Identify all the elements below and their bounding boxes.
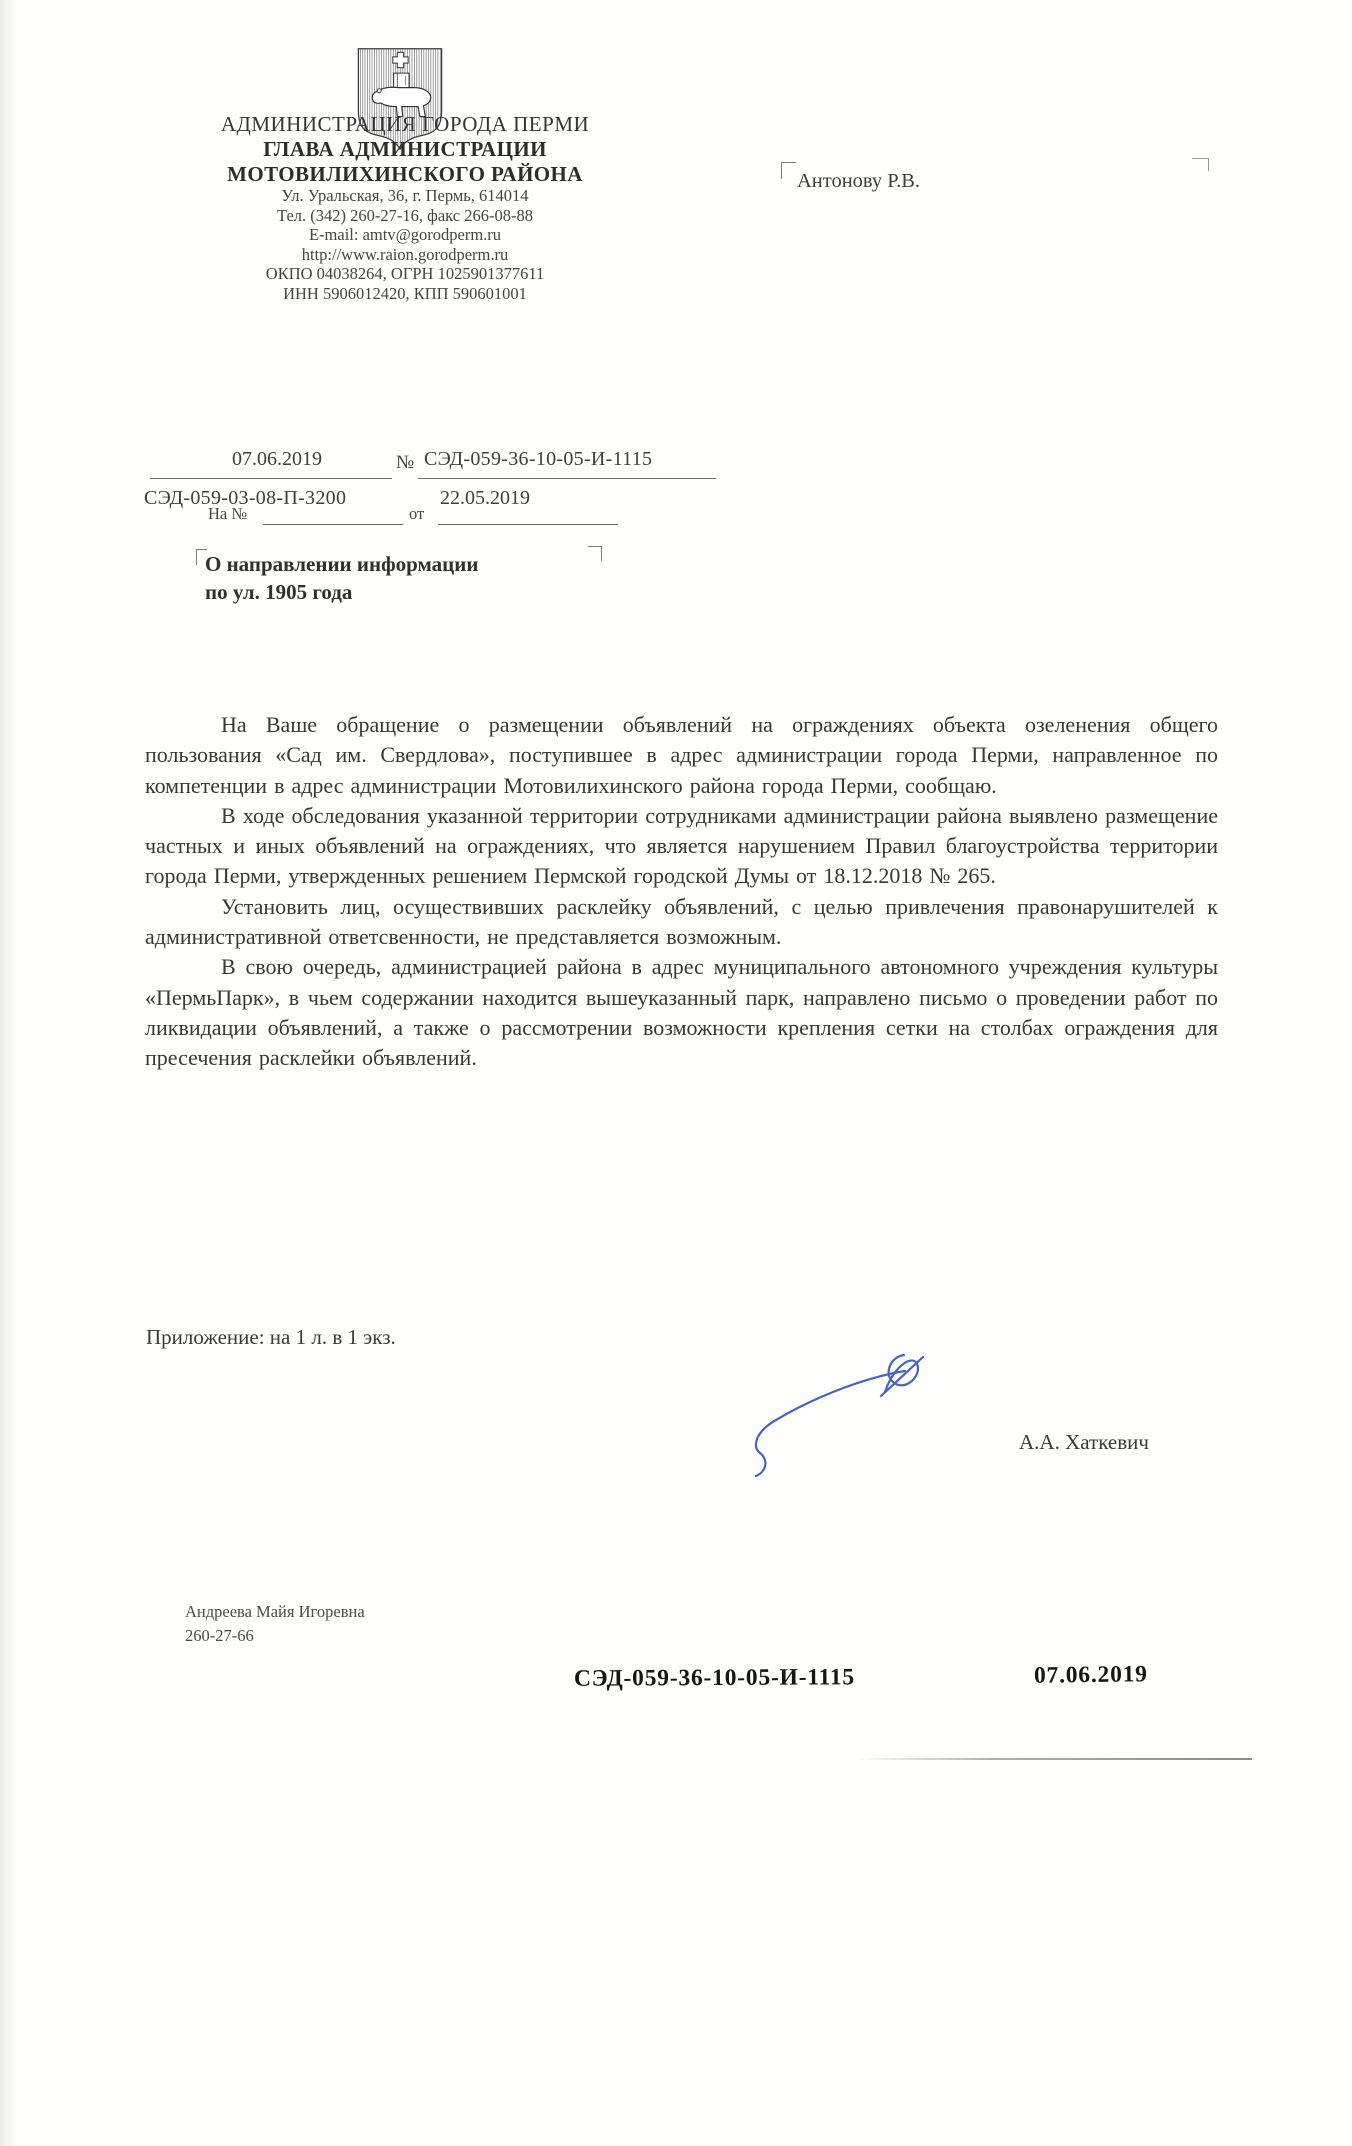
scan-hairline-artifact	[854, 1758, 1252, 1760]
incoming-date-underline	[438, 523, 618, 525]
gospel-book-icon	[394, 73, 409, 87]
from-label: от	[409, 504, 425, 523]
letterhead	[95, 112, 715, 303]
subject-line2: по ул. 1905 года	[205, 579, 353, 604]
body-paragraph: Установить лиц, осуществивших расклейку объявлений, с целью привлечения правонарушителей к административной ответсвенности, не представляется возможным.	[145, 893, 1218, 950]
letterhead-okpo-ogrn: ОКПО 04038264, ОГРН 1025901377611	[265, 264, 545, 284]
executor-phone: 260-27-66	[185, 1626, 254, 1645]
executor-block	[185, 1600, 365, 1648]
subject-block	[205, 551, 625, 607]
letterhead-inn-kpp: ИНН 5906012420, КПП 590601001	[283, 283, 527, 303]
footer-stamp-date: 07.06.2019	[1033, 1661, 1148, 1689]
body-paragraph: В ходе обследования указанной территории сотрудниками администрации района выявлено размещение частных и иных объявлений на ограждениях, что является нарушением Правил благоустройства территории города Перми, утвержденных решением Пермской городской Думы от 18.12.2018 № 265.	[145, 802, 1218, 889]
number-underline	[418, 477, 716, 479]
letterhead-phone: Тел. (342) 260-27-16, факс 266-08-88	[277, 205, 533, 225]
date-underline	[150, 477, 392, 479]
incoming-number: СЭД-059-03-08-П-3200	[144, 487, 347, 509]
letterhead-address: Ул. Уральская, 36, г. Пермь, 614014	[281, 186, 529, 206]
recipient-corner-mark-left	[781, 162, 796, 179]
letter-date: 07.06.2019	[232, 448, 322, 470]
organization-name: АДМИНИСТРАЦИЯ ГОРОДА ПЕРМИ	[220, 112, 590, 136]
letter-body	[145, 710, 1218, 1074]
attachment-note: Приложение: на 1 л. в 1 экз.	[146, 1325, 396, 1349]
signer-name: А.А. Хаткевич	[1019, 1430, 1149, 1454]
number-sign: №	[396, 452, 415, 473]
recipient-name: Антонову Р.В.	[797, 170, 921, 192]
organization-title-line2: МОТОВИЛИХИНСКОГО РАЙОНА	[227, 161, 583, 186]
letter-number: СЭД-059-36-10-05-И-1115	[424, 448, 653, 470]
signature-ink-icon	[742, 1352, 957, 1487]
organization-title-line1: ГЛАВА АДМИНИСТРАЦИИ	[263, 136, 547, 161]
body-paragraph: В свою очередь, администрацией района в адрес муниципального автономного учреждения культуры «ПермьПарк», в чьем содержании находится вышеуказанный парк, направлено письмо о проведении работ по ликвидации объявлений, а также о рассмотрении возможности крепления сетки на столбах ограждения для пресечения расклейки объявлений.	[145, 954, 1218, 1071]
incoming-number-label: На №	[208, 504, 248, 523]
letterhead-email: E-mail: amtv@gorodperm.ru	[308, 225, 502, 245]
incoming-date: 22.05.2019	[440, 487, 530, 509]
body-paragraph: На Ваше обращение о размещении объявлений на ограждениях объекта озеленения общего пользования «Сад им. Свердлова», поступившее в адрес администрации города Перми, направленное по компетенции в адрес администрации Мотовилихинского района города Перми, сообщаю.	[145, 712, 1218, 798]
letterhead-website: http://www.raion.gorodperm.ru	[301, 244, 509, 264]
subject-line1: О направлении информации	[205, 552, 479, 576]
incoming-number-underline	[263, 523, 403, 525]
recipient-corner-mark-right	[1192, 158, 1209, 171]
footer-stamp-number: СЭД-059-36-10-05-И-1115	[573, 1664, 855, 1692]
executor-name: Андреева Майя Игоревна	[185, 1602, 365, 1621]
